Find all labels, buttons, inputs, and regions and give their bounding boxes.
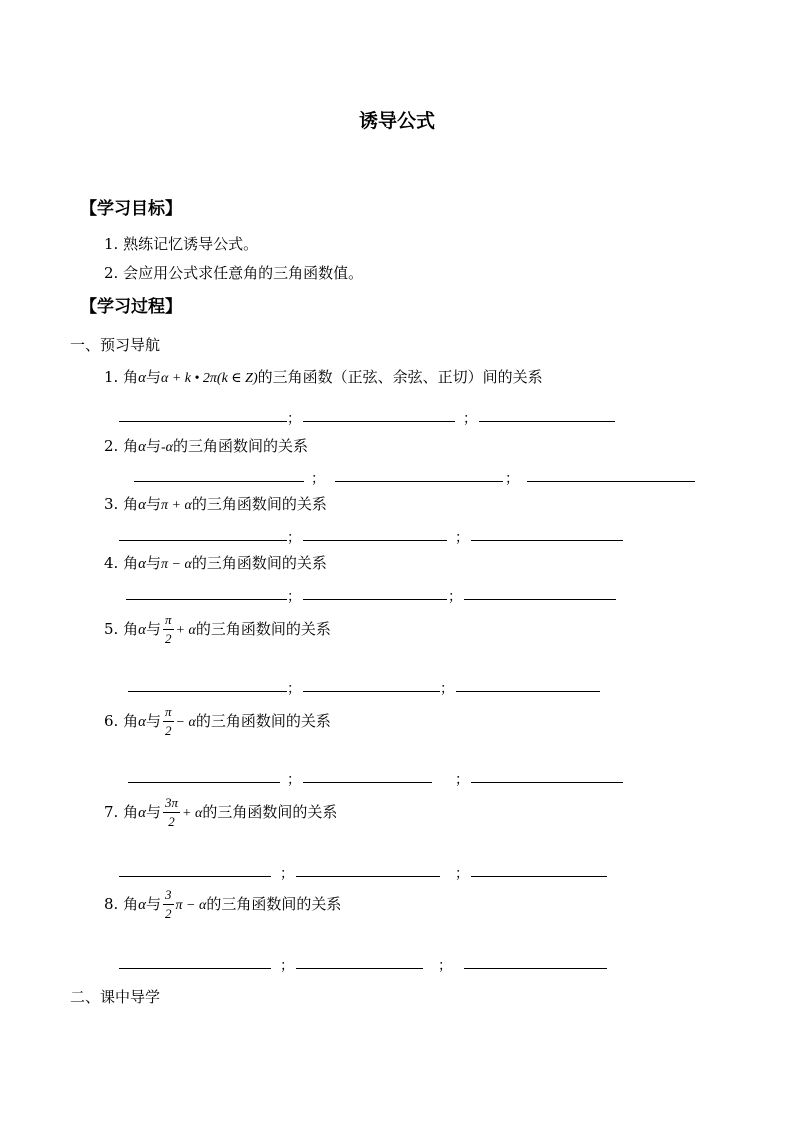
answer-blank-1b[interactable] bbox=[303, 421, 455, 422]
answer-blank-4b[interactable] bbox=[303, 599, 447, 600]
separator: ； bbox=[287, 589, 301, 605]
preview-item-8: 8. 角α与 $\frac{3}{2}$ π − α的三角函数间的关系 bbox=[104, 887, 342, 922]
answer-blank-6c[interactable] bbox=[471, 782, 623, 783]
answer-blank-5c[interactable] bbox=[456, 691, 600, 692]
goal-item-1: 1. 熟练记忆诱导公式。 bbox=[104, 235, 259, 253]
lesson-heading: 二、课中导学 bbox=[70, 988, 161, 1006]
preview-heading: 一、预习导航 bbox=[70, 336, 161, 354]
answer-blank-7b[interactable] bbox=[296, 876, 440, 877]
fraction: $\frac{3\pi}{2}$ bbox=[165, 795, 179, 830]
answer-blank-8a[interactable] bbox=[119, 968, 271, 969]
answer-blank-4a[interactable] bbox=[126, 599, 287, 600]
answer-blank-4c[interactable] bbox=[464, 599, 616, 600]
answer-blank-7a[interactable] bbox=[119, 876, 271, 877]
answer-blank-8b[interactable] bbox=[296, 968, 423, 969]
answer-blank-2b[interactable] bbox=[335, 481, 503, 482]
goals-heading: 【学习目标】 bbox=[80, 199, 182, 219]
separator: ； bbox=[455, 866, 469, 882]
preview-item-4: 4. 角α与π − α的三角函数间的关系 bbox=[104, 554, 327, 572]
answer-blank-1c[interactable] bbox=[479, 421, 615, 422]
answer-blank-3a[interactable] bbox=[119, 540, 287, 541]
answer-blank-2c[interactable] bbox=[527, 481, 695, 482]
separator: ； bbox=[280, 958, 294, 974]
separator: ； bbox=[455, 530, 469, 546]
separator: ； bbox=[505, 471, 519, 487]
separator: ； bbox=[280, 866, 294, 882]
answer-blank-8c[interactable] bbox=[464, 968, 607, 969]
separator: ； bbox=[455, 772, 469, 788]
separator: ； bbox=[287, 681, 301, 697]
page-title: 诱导公式 bbox=[358, 110, 435, 132]
answer-blank-7c[interactable] bbox=[471, 876, 607, 877]
separator: ； bbox=[448, 589, 462, 605]
preview-item-5: 5. 角α与 $\frac{\pi}{2}$ + α的三角函数间的关系 bbox=[104, 612, 331, 647]
answer-blank-5a[interactable] bbox=[128, 691, 287, 692]
preview-item-7: 7. 角α与 $\frac{3\pi}{2}$ + α的三角函数间的关系 bbox=[104, 795, 338, 830]
fraction: $\frac{3}{2}$ bbox=[165, 887, 172, 922]
fraction: $\frac{\pi}{2}$ bbox=[165, 704, 172, 739]
preview-item-2: 2. 角α与-α的三角函数间的关系 bbox=[104, 437, 309, 455]
separator: ； bbox=[440, 681, 454, 697]
separator: ； bbox=[287, 530, 301, 546]
separator: ； bbox=[463, 411, 477, 427]
separator: ； bbox=[287, 772, 301, 788]
separator: ； bbox=[438, 958, 452, 974]
answer-blank-5b[interactable] bbox=[303, 691, 440, 692]
answer-blank-3b[interactable] bbox=[303, 540, 447, 541]
preview-item-6: 6. 角α与 $\frac{\pi}{2}$ − α的三角函数间的关系 bbox=[104, 704, 331, 739]
answer-blank-6a[interactable] bbox=[128, 782, 280, 783]
goal-item-2: 2. 会应用公式求任意角的三角函数值。 bbox=[104, 264, 364, 282]
preview-item-1: 1. 角α与α + k • 2π(k ∈ Z)的三角函数（正弦、余弦、正切）间的关系 bbox=[104, 368, 543, 386]
separator: ； bbox=[311, 471, 325, 487]
answer-blank-6b[interactable] bbox=[303, 782, 432, 783]
preview-item-3: 3. 角α与π + α的三角函数间的关系 bbox=[104, 495, 327, 513]
fraction: $\frac{\pi}{2}$ bbox=[165, 612, 172, 647]
answer-blank-1a[interactable] bbox=[119, 421, 287, 422]
separator: ； bbox=[287, 411, 301, 427]
answer-blank-2a[interactable] bbox=[134, 481, 304, 482]
answer-blank-3c[interactable] bbox=[471, 540, 623, 541]
process-heading: 【学习过程】 bbox=[80, 297, 182, 317]
formula-1: α + k • 2π(k ∈ Z) bbox=[161, 371, 258, 386]
